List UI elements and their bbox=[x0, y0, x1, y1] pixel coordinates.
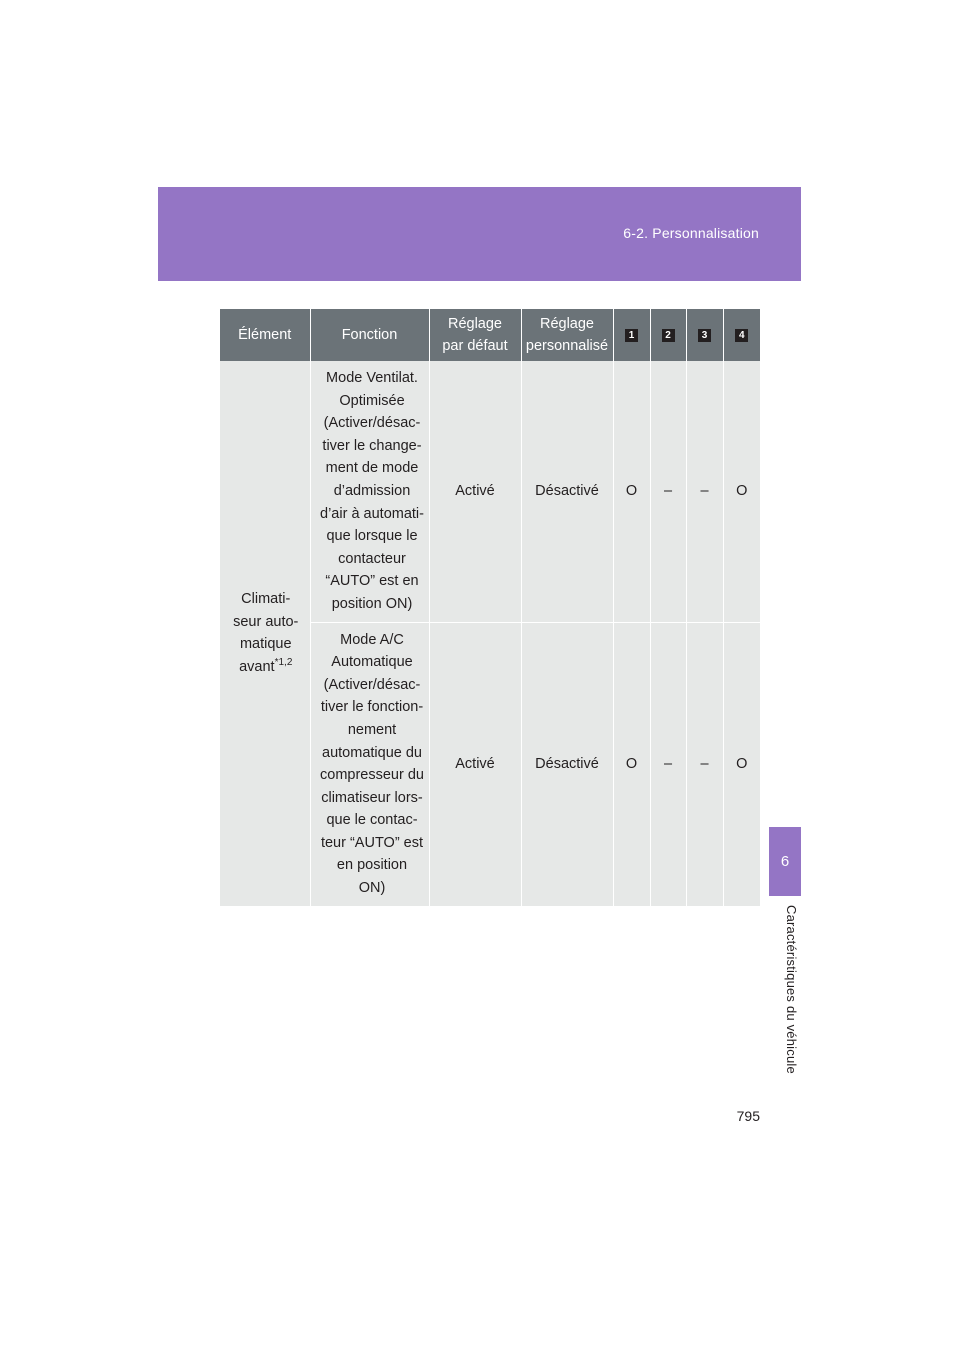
function-line: (Activer/désac- bbox=[323, 415, 421, 432]
function-line: (Activer/désac- bbox=[323, 676, 421, 693]
element-line: Climati- bbox=[241, 591, 291, 608]
badge-2-icon: 2 bbox=[662, 329, 675, 342]
default-value-cell: Activé bbox=[429, 361, 521, 622]
page-number: 795 bbox=[736, 1108, 760, 1124]
default-value-cell: Activé bbox=[429, 622, 521, 906]
method-3-cell: – bbox=[686, 361, 723, 622]
settings-table bbox=[220, 309, 760, 907]
function-line: climatiseur lors- bbox=[321, 789, 423, 806]
element-line-text: avant bbox=[239, 658, 275, 675]
function-line: contacteur bbox=[338, 550, 406, 567]
badge-1-icon: 1 bbox=[625, 329, 638, 342]
header-method-1 bbox=[613, 309, 650, 361]
function-line: Automatique bbox=[331, 654, 413, 671]
table-row bbox=[220, 361, 760, 622]
method-1-cell: O bbox=[613, 361, 650, 622]
function-cell bbox=[310, 361, 429, 622]
section-header-band bbox=[158, 187, 801, 281]
function-line: tiver le change- bbox=[322, 437, 422, 454]
custom-value-cell: Désactivé bbox=[521, 361, 613, 622]
method-2-cell: – bbox=[650, 361, 686, 622]
element-line bbox=[228, 656, 304, 679]
header-method-4 bbox=[723, 309, 760, 361]
function-line: Mode Ventilat. bbox=[326, 370, 418, 386]
method-4-cell: O bbox=[723, 361, 760, 622]
header-element: Élément bbox=[220, 309, 310, 361]
chapter-tab bbox=[769, 827, 801, 896]
function-line: que le contac- bbox=[326, 812, 418, 829]
function-line: “AUTO” est en bbox=[325, 573, 419, 590]
chapter-label: Caractéristiques du véhicule bbox=[784, 905, 799, 1074]
element-line: seur auto- bbox=[233, 613, 299, 630]
function-line: d’air à automati- bbox=[320, 505, 424, 522]
header-function: Fonction bbox=[310, 309, 429, 361]
function-line: teur “AUTO” est bbox=[320, 834, 424, 851]
function-line: automatique du bbox=[322, 744, 422, 761]
table-header-row bbox=[220, 309, 760, 361]
function-cell bbox=[310, 622, 429, 906]
header-default-line2: par défaut bbox=[442, 338, 508, 354]
footnote-ref: *1,2 bbox=[274, 657, 293, 669]
function-line: d’admission bbox=[333, 482, 411, 499]
method-1-cell: O bbox=[613, 622, 650, 906]
function-line: position ON) bbox=[331, 595, 413, 612]
function-line: Mode A/C bbox=[340, 631, 404, 648]
section-title: 6-2. Personnalisation bbox=[623, 225, 759, 241]
chapter-number: 6 bbox=[780, 853, 790, 870]
element-cell bbox=[220, 361, 310, 906]
method-4-cell: O bbox=[723, 622, 760, 906]
badge-4-icon: 4 bbox=[735, 329, 748, 342]
function-line: tiver le fonction- bbox=[320, 699, 424, 716]
header-method-3 bbox=[686, 309, 723, 361]
function-line: Optimisée bbox=[339, 392, 405, 409]
function-line: ment de mode bbox=[325, 460, 419, 477]
function-line: que lorsque le bbox=[326, 528, 418, 545]
method-2-cell: – bbox=[650, 622, 686, 906]
header-default-setting bbox=[429, 309, 521, 361]
header-method-2 bbox=[650, 309, 686, 361]
method-3-cell: – bbox=[686, 622, 723, 906]
function-line: compresseur du bbox=[320, 767, 424, 784]
header-default-line1: Réglage bbox=[447, 316, 502, 332]
element-line: matique bbox=[239, 636, 292, 653]
header-custom-setting bbox=[521, 309, 613, 361]
header-custom-line2: personnalisé bbox=[525, 338, 609, 354]
function-line: nement bbox=[347, 721, 397, 738]
custom-value-cell: Désactivé bbox=[521, 622, 613, 906]
function-line: en position bbox=[336, 857, 408, 874]
function-line: ON) bbox=[358, 880, 386, 897]
badge-3-icon: 3 bbox=[698, 329, 711, 342]
header-custom-line1: Réglage bbox=[539, 316, 594, 332]
